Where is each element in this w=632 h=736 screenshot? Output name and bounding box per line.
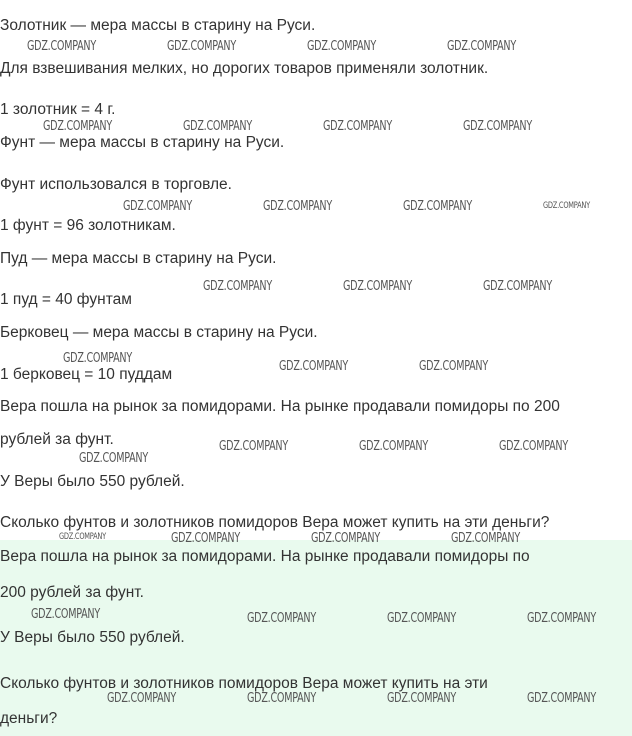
task-line-1: Вера пошла на рынок за помидорами. На рынке продавали помидоры по 200 (0, 398, 560, 415)
watermark: GDZ.COMPANY (247, 611, 316, 626)
answer-line-4: Сколько фунтов и золотников помидоров Вера может купить на эти (0, 675, 488, 692)
watermark: GDZ.COMPANY (543, 201, 590, 211)
watermark: GDZ.COMPANY (447, 39, 516, 54)
watermark: GDZ.COMPANY (59, 532, 106, 542)
task-line-2: рублей за фунт. (0, 431, 114, 448)
pud-equation: 1 пуд = 40 фунтам (0, 291, 132, 308)
watermark: GDZ.COMPANY (387, 611, 456, 626)
watermark: GDZ.COMPANY (107, 691, 176, 706)
watermark: GDZ.COMPANY (31, 607, 100, 622)
answer-line-5: деньги? (0, 710, 58, 727)
watermark: GDZ.COMPANY (403, 199, 472, 214)
task-line-4: Сколько фунтов и золотников помидоров Вера может купить на эти деньги? (0, 514, 550, 531)
watermark: GDZ.COMPANY (219, 439, 288, 454)
task-line-3: У Веры было 550 рублей. (0, 473, 185, 490)
watermark: GDZ.COMPANY (167, 39, 236, 54)
zolotnik-equation: 1 золотник = 4 г. (0, 101, 116, 118)
watermark: GDZ.COMPANY (63, 351, 132, 366)
watermark: GDZ.COMPANY (27, 39, 96, 54)
watermark: GDZ.COMPANY (527, 611, 596, 626)
watermark: GDZ.COMPANY (527, 691, 596, 706)
watermark: GDZ.COMPANY (171, 531, 240, 546)
funt-definition: Фунт — мера массы в старину на Руси. (0, 134, 285, 151)
watermark: GDZ.COMPANY (499, 439, 568, 454)
watermark: GDZ.COMPANY (123, 199, 192, 214)
watermark: GDZ.COMPANY (343, 279, 412, 294)
watermark: GDZ.COMPANY (203, 279, 272, 294)
watermark: GDZ.COMPANY (79, 451, 148, 466)
watermark: GDZ.COMPANY (311, 531, 380, 546)
watermark: GDZ.COMPANY (323, 119, 392, 134)
zolotnik-definition: Золотник — мера массы в старину на Руси. (0, 17, 316, 34)
watermark: GDZ.COMPANY (387, 691, 456, 706)
zolotnik-usage: Для взвешивания мелких, но дорогих товаров применяли золотник. (0, 60, 489, 77)
watermark: GDZ.COMPANY (247, 691, 316, 706)
watermark: GDZ.COMPANY (263, 199, 332, 214)
watermark: GDZ.COMPANY (419, 359, 488, 374)
watermark: GDZ.COMPANY (483, 279, 552, 294)
pud-definition: Пуд — мера массы в старину на Руси. (0, 250, 277, 267)
watermark: GDZ.COMPANY (43, 119, 112, 134)
watermark: GDZ.COMPANY (279, 359, 348, 374)
berkovets-equation: 1 берковец = 10 пуддам (0, 366, 173, 383)
watermark: GDZ.COMPANY (307, 39, 376, 54)
answer-line-3: У Веры было 550 рублей. (0, 629, 185, 646)
watermark: GDZ.COMPANY (463, 119, 532, 134)
watermark: GDZ.COMPANY (183, 119, 252, 134)
answer-line-1: Вера пошла на рынок за помидорами. На рынке продавали помидоры по (0, 548, 530, 565)
funt-equation: 1 фунт = 96 золотникам. (0, 217, 176, 234)
funt-usage: Фунт использовался в торговле. (0, 176, 232, 193)
watermark: GDZ.COMPANY (451, 531, 520, 546)
berkovets-definition: Берковец — мера массы в старину на Руси. (0, 324, 318, 341)
watermark: GDZ.COMPANY (359, 439, 428, 454)
answer-line-2: 200 рублей за фунт. (0, 584, 144, 601)
